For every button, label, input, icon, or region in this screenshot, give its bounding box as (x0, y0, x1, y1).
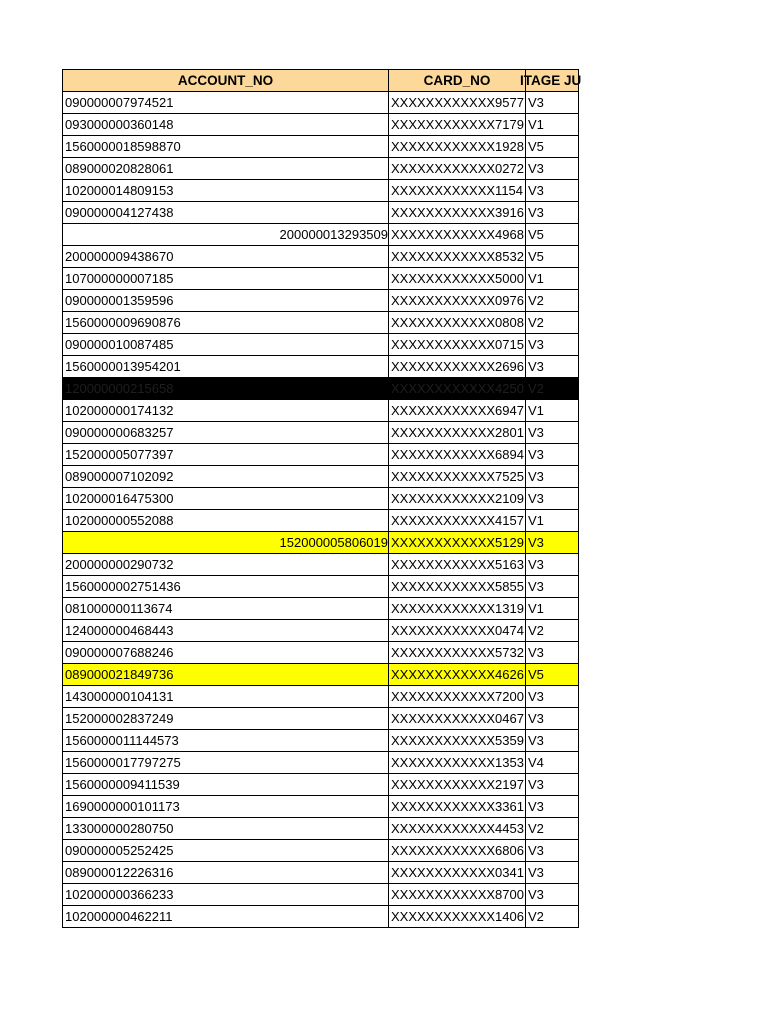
stage-cell[interactable]: V3 (526, 356, 579, 378)
account-no-cell[interactable]: 090000005252425 (63, 840, 389, 862)
card-no-cell[interactable]: XXXXXXXXXXXX2696 (389, 356, 526, 378)
stage-cell[interactable]: V2 (526, 312, 579, 334)
stage-cell[interactable]: V2 (526, 818, 579, 840)
account-no-cell[interactable]: 152000005806019 (63, 532, 389, 554)
table-row (63, 862, 579, 884)
header-card-no[interactable]: CARD_NO (389, 70, 526, 92)
table-row (63, 400, 579, 422)
stage-cell[interactable]: V3 (526, 92, 579, 114)
table-row (63, 334, 579, 356)
card-no-cell[interactable]: XXXXXXXXXXXX0467 (389, 708, 526, 730)
account-no-cell[interactable]: 152000005077397 (63, 444, 389, 466)
stage-cell[interactable]: V3 (526, 730, 579, 752)
account-no-cell[interactable]: 1560000009411539 (63, 774, 389, 796)
account-no-cell[interactable]: 102000016475300 (63, 488, 389, 510)
account-no-cell[interactable]: 152000002837249 (63, 708, 389, 730)
table-row (63, 906, 579, 928)
card-no-cell[interactable]: XXXXXXXXXXXX4626 (389, 664, 526, 686)
card-no-cell[interactable]: XXXXXXXXXXXX0715 (389, 334, 526, 356)
stage-cell[interactable]: V5 (526, 136, 579, 158)
stage-cell[interactable]: V3 (526, 554, 579, 576)
account-no-cell[interactable]: 133000000280750 (63, 818, 389, 840)
account-no-cell[interactable]: 143000000104131 (63, 686, 389, 708)
table-row (63, 752, 579, 774)
header-account-no[interactable]: ACCOUNT_NO (63, 70, 389, 92)
card-no-cell[interactable]: XXXXXXXXXXXX8532 (389, 246, 526, 268)
table-row (63, 444, 579, 466)
table-row (63, 532, 579, 554)
table-row (63, 620, 579, 642)
stage-cell[interactable]: V3 (526, 840, 579, 862)
card-no-cell[interactable]: XXXXXXXXXXXX0474 (389, 620, 526, 642)
stage-cell[interactable]: V3 (526, 488, 579, 510)
table-row (63, 642, 579, 664)
account-no-cell[interactable]: 1560000017797275 (63, 752, 389, 774)
account-no-cell[interactable]: 093000000360148 (63, 114, 389, 136)
stage-cell[interactable]: V3 (526, 642, 579, 664)
card-no-cell[interactable]: XXXXXXXXXXXX5000 (389, 268, 526, 290)
stage-cell[interactable]: V3 (526, 686, 579, 708)
card-no-cell[interactable]: XXXXXXXXXXXX0976 (389, 290, 526, 312)
table-row (63, 576, 579, 598)
card-no-cell[interactable]: XXXXXXXXXXXX6806 (389, 840, 526, 862)
card-no-cell[interactable]: XXXXXXXXXXXX2801 (389, 422, 526, 444)
account-no-cell[interactable]: 102000000462211 (63, 906, 389, 928)
card-no-cell[interactable]: XXXXXXXXXXXX5732 (389, 642, 526, 664)
table-row (63, 598, 579, 620)
card-no-cell[interactable]: XXXXXXXXXXXX7525 (389, 466, 526, 488)
stage-cell[interactable]: V2 (526, 906, 579, 928)
card-no-cell[interactable]: XXXXXXXXXXXX0272 (389, 158, 526, 180)
card-no-cell[interactable]: XXXXXXXXXXXX8700 (389, 884, 526, 906)
account-no-cell[interactable]: 124000000468443 (63, 620, 389, 642)
table-row (63, 158, 579, 180)
header-row (63, 70, 579, 92)
card-no-cell[interactable]: XXXXXXXXXXXX4157 (389, 510, 526, 532)
table-row (63, 202, 579, 224)
account-no-cell[interactable]: 1560000002751436 (63, 576, 389, 598)
stage-cell[interactable]: V3 (526, 796, 579, 818)
stage-cell[interactable]: V2 (526, 378, 579, 400)
account-no-cell[interactable]: 090000007974521 (63, 92, 389, 114)
card-no-cell[interactable]: XXXXXXXXXXXX7200 (389, 686, 526, 708)
table-row (63, 730, 579, 752)
account-no-cell[interactable]: 102000000552088 (63, 510, 389, 532)
stage-cell[interactable]: V3 (526, 334, 579, 356)
card-no-cell[interactable]: XXXXXXXXXXXX7179 (389, 114, 526, 136)
table-row (63, 840, 579, 862)
card-no-cell[interactable]: XXXXXXXXXXXX5359 (389, 730, 526, 752)
card-no-cell[interactable]: XXXXXXXXXXXX1154 (389, 180, 526, 202)
spreadsheet (62, 69, 582, 928)
stage-cell[interactable]: V5 (526, 246, 579, 268)
table-row (63, 422, 579, 444)
table-row (63, 92, 579, 114)
stage-cell[interactable]: V3 (526, 180, 579, 202)
table-row (63, 708, 579, 730)
account-no-cell[interactable]: 089000012226316 (63, 862, 389, 884)
stage-cell[interactable]: V1 (526, 510, 579, 532)
account-no-cell[interactable]: 1560000009690876 (63, 312, 389, 334)
account-no-cell[interactable]: 1560000018598870 (63, 136, 389, 158)
table-row (63, 312, 579, 334)
stage-cell[interactable]: V3 (526, 444, 579, 466)
account-no-cell[interactable]: 089000020828061 (63, 158, 389, 180)
account-no-cell[interactable]: 081000000113674 (63, 598, 389, 620)
card-no-cell[interactable]: XXXXXXXXXXXX1406 (389, 906, 526, 928)
account-no-cell[interactable]: 200000009438670 (63, 246, 389, 268)
account-no-cell[interactable]: 107000000007185 (63, 268, 389, 290)
stage-cell[interactable]: V4 (526, 752, 579, 774)
account-no-cell[interactable]: 090000001359596 (63, 290, 389, 312)
card-no-cell[interactable]: XXXXXXXXXXXX1928 (389, 136, 526, 158)
table-row (63, 290, 579, 312)
card-no-cell[interactable]: XXXXXXXXXXXX2197 (389, 774, 526, 796)
card-no-cell[interactable]: XXXXXXXXXXXX0341 (389, 862, 526, 884)
table-row (63, 818, 579, 840)
account-card-table (62, 69, 582, 928)
card-no-cell[interactable]: XXXXXXXXXXXX1353 (389, 752, 526, 774)
table-row (63, 884, 579, 906)
stage-cell[interactable]: V1 (526, 400, 579, 422)
stage-cell[interactable]: V3 (526, 576, 579, 598)
card-no-cell[interactable]: XXXXXXXXXXXX3361 (389, 796, 526, 818)
card-no-cell[interactable]: XXXXXXXXXXXX1319 (389, 598, 526, 620)
card-no-cell[interactable]: XXXXXXXXXXXX3916 (389, 202, 526, 224)
stage-cell[interactable]: V1 (526, 268, 579, 290)
stage-cell[interactable]: V2 (526, 290, 579, 312)
account-no-cell[interactable]: 102000014809153 (63, 180, 389, 202)
card-no-cell[interactable]: XXXXXXXXXXXX9577 (389, 92, 526, 114)
card-no-cell[interactable]: XXXXXXXXXXXX6947 (389, 400, 526, 422)
account-no-cell[interactable]: 090000000683257 (63, 422, 389, 444)
table-row (63, 114, 579, 136)
stage-cell[interactable]: V5 (526, 664, 579, 686)
account-no-cell[interactable]: 1560000013954201 (63, 356, 389, 378)
card-no-cell[interactable]: XXXXXXXXXXXX4968 (389, 224, 526, 246)
table-row (63, 136, 579, 158)
stage-cell[interactable]: V3 (526, 532, 579, 554)
account-no-cell[interactable]: 200000013293509 (63, 224, 389, 246)
stage-cell[interactable]: V1 (526, 114, 579, 136)
account-no-cell[interactable]: 102000000174132 (63, 400, 389, 422)
table-row (63, 246, 579, 268)
table-row (63, 180, 579, 202)
stage-cell[interactable]: V5 (526, 224, 579, 246)
account-no-cell[interactable]: 089000021849736 (63, 664, 389, 686)
stage-cell[interactable]: V3 (526, 466, 579, 488)
stage-cell[interactable]: V3 (526, 202, 579, 224)
card-no-cell[interactable]: XXXXXXXXXXXX5855 (389, 576, 526, 598)
stage-cell[interactable]: V3 (526, 422, 579, 444)
account-no-cell[interactable]: 090000007688246 (63, 642, 389, 664)
table-row (63, 268, 579, 290)
card-no-cell[interactable]: XXXXXXXXXXXX4250 (389, 378, 526, 400)
account-no-cell[interactable]: 1560000011144573 (63, 730, 389, 752)
stage-cell[interactable]: V3 (526, 862, 579, 884)
table-row (63, 686, 579, 708)
header-stage[interactable]: ITAGE JU (526, 70, 579, 92)
account-no-cell[interactable]: 089000007102092 (63, 466, 389, 488)
table-row (63, 796, 579, 818)
table-row (63, 224, 579, 246)
account-no-cell[interactable]: 090000004127438 (63, 202, 389, 224)
account-no-cell[interactable]: 1690000000101173 (63, 796, 389, 818)
account-no-cell[interactable]: 090000010087485 (63, 334, 389, 356)
table-row (63, 488, 579, 510)
card-no-cell[interactable]: XXXXXXXXXXXX2109 (389, 488, 526, 510)
table-body (63, 92, 579, 928)
stage-cell[interactable]: V3 (526, 884, 579, 906)
account-no-cell[interactable]: 102000000366233 (63, 884, 389, 906)
table-row (63, 774, 579, 796)
stage-cell[interactable]: V2 (526, 620, 579, 642)
stage-cell[interactable]: V3 (526, 158, 579, 180)
table-row (63, 356, 579, 378)
account-no-cell[interactable]: 200000000290732 (63, 554, 389, 576)
table-row (63, 554, 579, 576)
card-no-cell[interactable]: XXXXXXXXXXXX6894 (389, 444, 526, 466)
card-no-cell[interactable]: XXXXXXXXXXXX0808 (389, 312, 526, 334)
card-no-cell[interactable]: XXXXXXXXXXXX5163 (389, 554, 526, 576)
table-row (63, 466, 579, 488)
stage-cell[interactable]: V3 (526, 708, 579, 730)
card-no-cell[interactable]: XXXXXXXXXXXX5129 (389, 532, 526, 554)
stage-cell[interactable]: V3 (526, 774, 579, 796)
card-no-cell[interactable]: XXXXXXXXXXXX4453 (389, 818, 526, 840)
account-no-cell[interactable]: 120000000215658 (63, 378, 389, 400)
table-row (63, 378, 579, 400)
stage-cell[interactable]: V1 (526, 598, 579, 620)
table-row (63, 664, 579, 686)
table-row (63, 510, 579, 532)
